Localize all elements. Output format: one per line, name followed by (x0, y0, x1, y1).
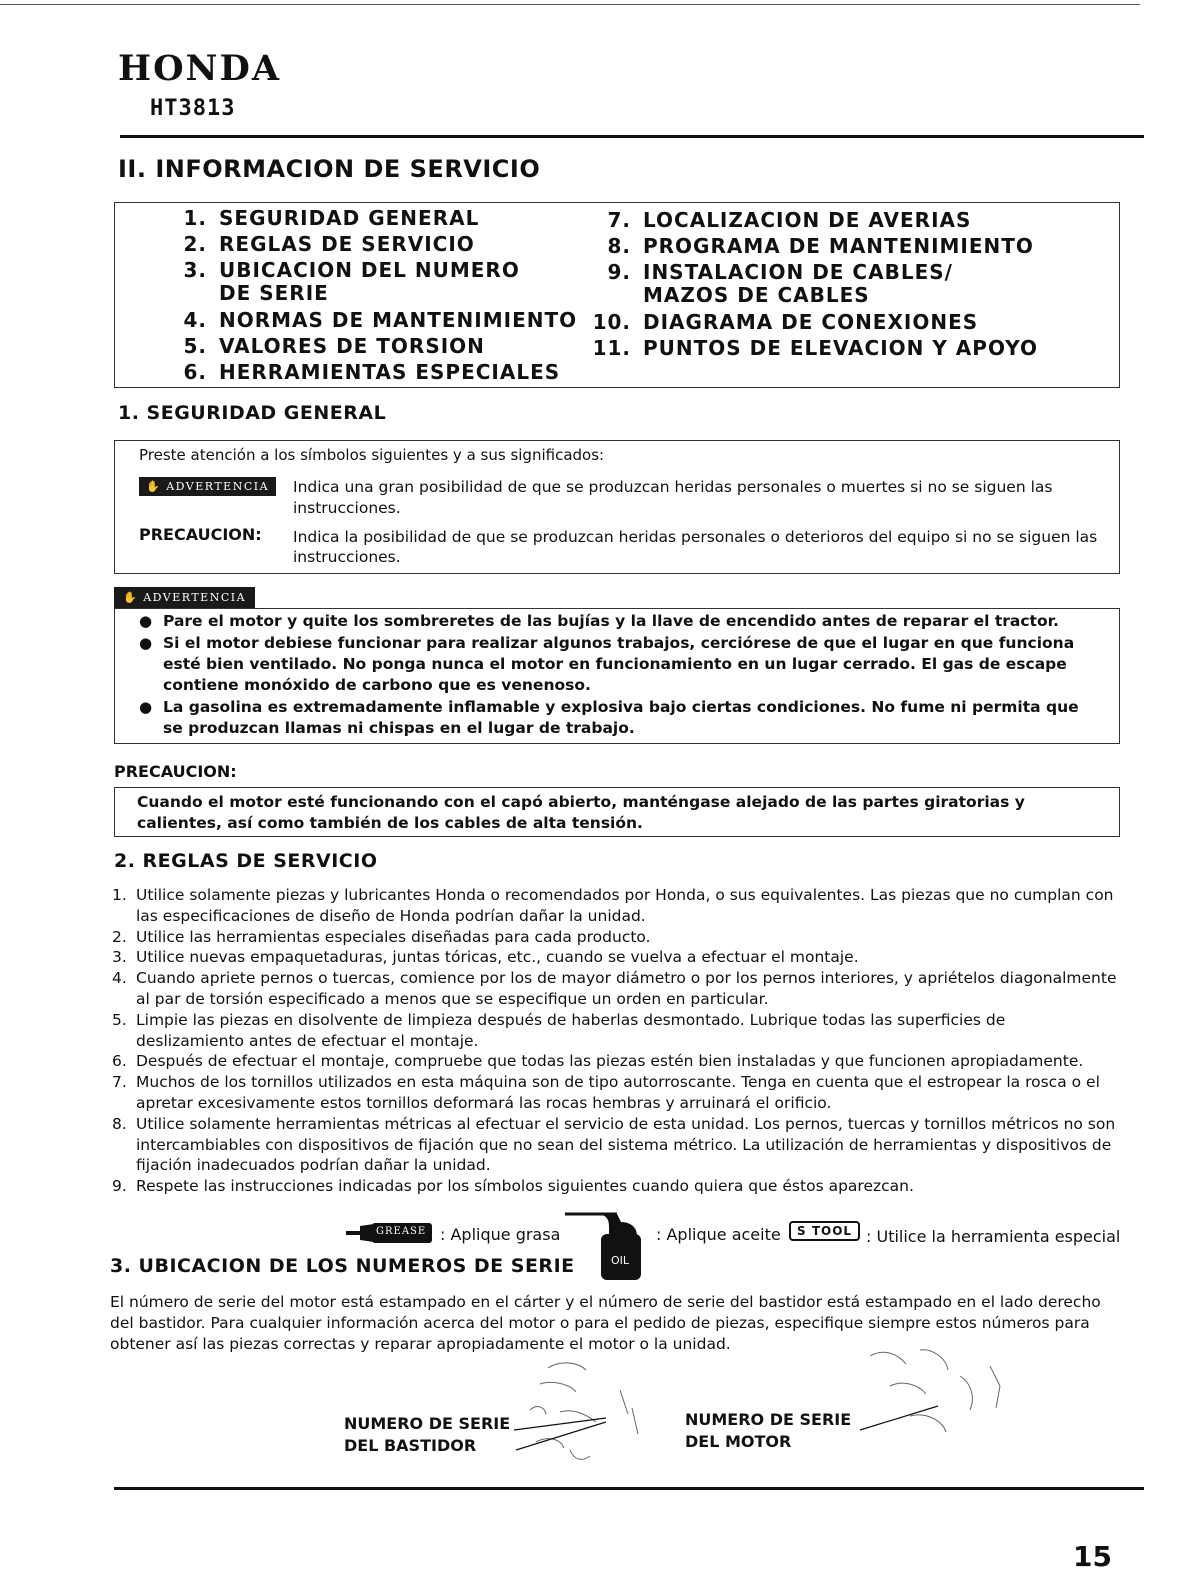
warning-text: La gasolina es extremadamente inflamable y explosiva bajo ciertas condiciones. No fume ni permita que se produzcan llamas ni chispas en el lugar de trabajo. (163, 698, 1079, 737)
toc-item-number: 10. (592, 310, 631, 334)
grease-icon-label: GREASE (376, 1226, 427, 1237)
footer-rule (114, 1487, 1144, 1490)
toc-item-line: INSTALACION DE CABLES/ (643, 260, 953, 284)
rule-text: Utilice las herramientas especiales diseñadas para cada producto. (136, 927, 651, 946)
rule-text: Utilice solamente piezas y lubricantes Honda o recomendados por Honda, o sus equivalentes. Las piezas que no cumplan con las especificaciones de diseño de Honda podrían dañar la unidad. (136, 886, 1114, 925)
warning-item (139, 697, 1099, 739)
precaucion-label: PRECAUCION: (139, 525, 262, 544)
toc-item (589, 209, 971, 232)
toc-item-label (219, 259, 520, 305)
seguridad-heading: 1. SEGURIDAD GENERAL (118, 402, 387, 424)
rule-item (112, 1051, 1117, 1072)
toc-item-number: 4. (183, 308, 207, 332)
toc-item (589, 311, 978, 334)
toc-item-line: SEGURIDAD GENERAL (219, 206, 480, 230)
caution-heading: PRECAUCION: (114, 762, 237, 781)
toc-item-number: 8. (607, 234, 631, 258)
rule-item (112, 947, 1117, 968)
reglas-list (112, 885, 1117, 1197)
rule-number: 6. (112, 1052, 127, 1071)
toc-item (165, 207, 479, 230)
toc-item-number: 9. (607, 260, 631, 284)
rule-number: 5. (112, 1010, 127, 1029)
rule-text: Utilice nuevas empaquetaduras, juntas tóricas, etc., cuando se vuelva a efectuar el montaje. (136, 948, 859, 967)
tool-icon-label: S TOOL (797, 1224, 853, 1238)
symbols-box (114, 440, 1120, 574)
bullet-icon: ● (139, 612, 153, 630)
toc-item-label (643, 235, 1034, 258)
rule-text: Utilice solamente herramientas métricas al efectuar el servicio de esta unidad. Los pernos, tuercas y tornillos métricos no son intercambiables con dispositivos de fijación que no sean del sistema métrico. La utilización de herramientas y dispositivos de fijación inadecuados podrían dañar la unidad. (136, 1114, 1116, 1175)
toc-item (165, 259, 520, 305)
rule-item (112, 1114, 1117, 1176)
toc-item-number: 7. (607, 208, 631, 232)
toc-item-line: PROGRAMA DE MANTENIMIENTO (643, 234, 1034, 258)
warning-item (139, 611, 1099, 632)
rule-item (112, 968, 1117, 1010)
rule-text: Muchos de los tornillos utilizados en esta máquina son de tipo autorroscante. Tenga en cuenta que el estropear la rosca o el apretar excesivamente estos tornillos deformará las rocas hembras y arruinará el orificio. (136, 1073, 1100, 1112)
toc-item-label (219, 207, 479, 230)
hand-icon: ✋ (146, 480, 162, 493)
toc-item-number: 5. (183, 334, 207, 358)
toc-item-label (219, 335, 485, 358)
oil-symbol (565, 1208, 655, 1280)
toc-item-number: 11. (592, 336, 631, 360)
rule-number: 9. (112, 1177, 127, 1196)
toc-item-line: LOCALIZACION DE AVERIAS (643, 208, 972, 232)
precaucion-description: Indica la posibilidad de que se produzcan heridas personales o deterioros del equipo si no se siguen las instrucciones. (293, 528, 1098, 566)
toc-item-line: NORMAS DE MANTENIMIENTO (219, 308, 578, 332)
hand-icon: ✋ (123, 591, 139, 604)
toc-item-label (219, 309, 577, 332)
warning-box (114, 608, 1120, 744)
toc-item (165, 309, 577, 332)
grease-symbol (346, 1220, 434, 1246)
engine-leader-line (858, 1396, 948, 1436)
toc-item-number: 2. (183, 232, 207, 256)
special-tool-icon (789, 1221, 860, 1241)
reglas-heading: 2. REGLAS DE SERVICIO (114, 850, 378, 872)
rule-text: Después de efectuar el montaje, compruebe que todas las piezas estén bien instaladas y que funcionen apropiadamente. (136, 1052, 1084, 1071)
advertencia-description: Indica una gran posibilidad de que se produzcan heridas personales o muertes si no se siguen las instrucciones. (293, 478, 1053, 517)
toc-item-label (643, 337, 1038, 360)
header-rule (120, 135, 1144, 138)
oil-icon-label: OIL (611, 1254, 630, 1267)
bullet-icon: ● (139, 634, 153, 652)
rule-number: 8. (112, 1114, 127, 1133)
warning-badge: ✋ ADVERTENCIA (114, 586, 255, 608)
ubicacion-heading: 3. UBICACION DE LOS NUMEROS DE SERIE (110, 1255, 575, 1277)
tool-text: : Utilice la herramienta especial (866, 1227, 1121, 1246)
grease-text: : Aplique grasa (440, 1225, 561, 1244)
rule-number: 2. (112, 927, 127, 946)
bullet-icon: ● (139, 698, 153, 716)
toc-item-line: UBICACION DEL NUMERO (219, 258, 520, 282)
toc-item (589, 261, 953, 307)
warning-text: Pare el motor y quite los sombreretes de las bujías y la llave de encendido antes de reparar el tractor. (163, 612, 1059, 630)
rule-number: 4. (112, 969, 127, 988)
caution-box (114, 787, 1120, 837)
caution-text: Cuando el motor esté funcionando con el capó abierto, manténgase alejado de las partes giratorias y calientes, así como también de los cables de alta tensión. (137, 793, 1025, 832)
toc-box (114, 202, 1120, 388)
toc-item-number: 6. (183, 360, 207, 384)
section-title: II. INFORMACION DE SERVICIO (118, 155, 541, 183)
rule-item (112, 1010, 1117, 1052)
toc-item-number: 3. (183, 258, 207, 282)
top-border (0, 4, 1140, 5)
toc-item (165, 335, 485, 358)
toc-item-line: MAZOS DE CABLES (643, 283, 870, 307)
toc-item (589, 235, 1034, 258)
rule-item (112, 1176, 1117, 1197)
rule-text: Cuando apriete pernos o tuercas, comience por los de mayor diámetro o por los pernos interiores, y apriételos diagonalmente al par de torsión especificado a menos que se especifique un orden en particular. (136, 969, 1117, 1008)
toc-item-line: REGLAS DE SERVICIO (219, 232, 475, 256)
toc-item-label (643, 209, 971, 232)
rule-item (112, 927, 1117, 948)
advertencia-badge: ✋ ADVERTENCIA (139, 475, 276, 496)
warning-item (139, 633, 1099, 696)
rule-item (112, 885, 1117, 927)
toc-item-number: 1. (183, 206, 207, 230)
toc-item-line: DE SERIE (219, 281, 329, 305)
toc-item-line: DIAGRAMA DE CONEXIONES (643, 310, 979, 334)
toc-item (165, 361, 560, 384)
oil-text: : Aplique aceite (656, 1225, 781, 1244)
rule-text: Respete las instrucciones indicadas por los símbolos siguientes cuando quiera que éstos aparezcan. (136, 1177, 914, 1196)
rule-number: 1. (112, 886, 127, 904)
warning-text: Si el motor debiese funcionar para realizar algunos trabajos, cerciórese de que el lugar en que funciona esté bien ventilado. No ponga nunca el motor en funcionamiento en un lugar cerrado. El gas de escape contiene monóxido de carbono que es venenoso. (163, 634, 1075, 694)
engine-serial-label: NUMERO DE SERIE DEL MOTOR (685, 1410, 852, 1451)
ubicacion-text: El número de serie del motor está estampado en el cárter y el número de serie del bastidor está estampado en el lado derecho del bastidor. Para cualquier información acerca del motor o para el pedido de piezas, especifique siempre estos números para obtener así las piezas correctas y reparar apropiadamente el motor o la unidad. (110, 1293, 1101, 1353)
toc-item (165, 233, 475, 256)
oil-can-icon (565, 1208, 655, 1280)
toc-item-label (643, 261, 953, 307)
toc-item-line: VALORES DE TORSION (219, 334, 485, 358)
toc-item-label (219, 233, 475, 256)
frame-serial-label: NUMERO DE SERIE DEL BASTIDOR (344, 1414, 511, 1455)
toc-item-line: HERRAMIENTAS ESPECIALES (219, 360, 561, 384)
toc-item-label (643, 311, 978, 334)
rule-item (112, 1072, 1117, 1114)
rule-number: 7. (112, 1073, 127, 1092)
toc-item (589, 337, 1038, 360)
toc-item-line: PUNTOS DE ELEVACION Y APOYO (643, 336, 1039, 360)
frame-leader-line (510, 1400, 630, 1460)
page-number: 15 (1073, 1540, 1112, 1573)
brand-logo: HONDA (118, 48, 282, 89)
rule-number: 3. (112, 948, 127, 967)
symbols-intro: Preste atención a los símbolos siguientes y a sus significados: (139, 446, 605, 464)
toc-item-label (219, 361, 560, 384)
model-number: HT3813 (150, 96, 236, 121)
rule-text: Limpie las piezas en disolvente de limpieza después de haberlas desmontado. Lubrique todas las superficies de deslizamiento antes de efectuar el montaje. (136, 1010, 1006, 1050)
